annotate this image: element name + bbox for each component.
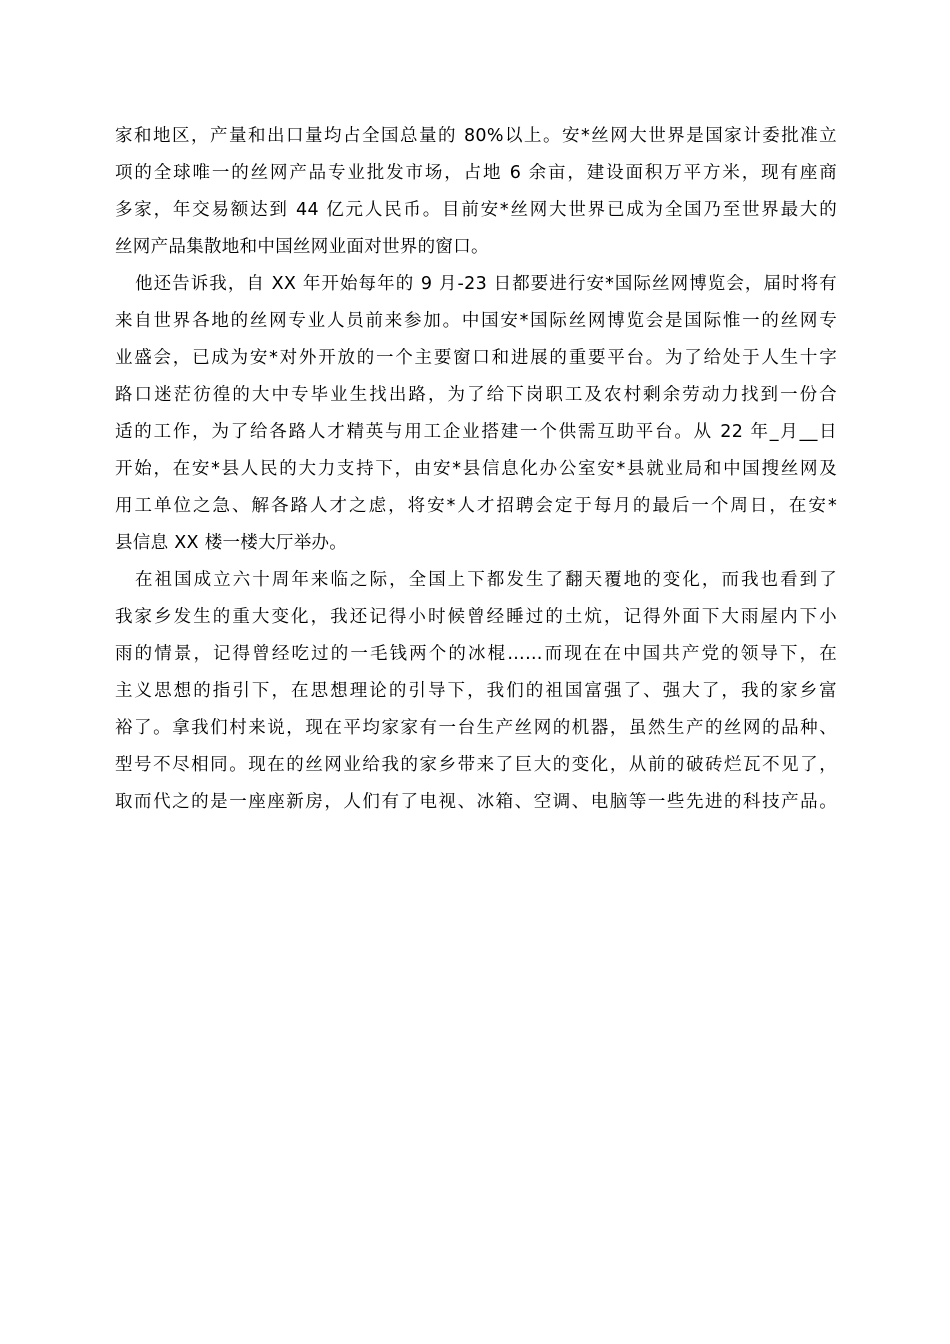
text-line: 取而代之的是一座座新房，人们有了电视、冰箱、空调、电脑等一些先进的科技产品。 bbox=[115, 792, 837, 812]
text-line: 县信息 XX 楼一楼大厅举办。 bbox=[115, 533, 348, 553]
text-line: 我家乡发生的重大变化，我还记得小时候曾经睡过的土炕，记得外面下大雨屋内下小 bbox=[115, 607, 837, 627]
text-line: 项的全球唯一的丝网产品专业批发市场，占地 6 余亩，建设面积万平方米，现有座商 bbox=[115, 163, 837, 183]
text-line: 路口迷茫彷徨的大中专毕业生找出路，为了给下岗职工及农村剩余劳动力找到一份合 bbox=[115, 385, 837, 405]
text-line: 开始，在安*县人民的大力支持下，由安*县信息化办公室安*县就业局和中国搜丝网及 bbox=[115, 459, 837, 479]
text-line: 多家，年交易额达到 44 亿元人民币。目前安*丝网大世界已成为全国乃至世界最大的 bbox=[115, 200, 837, 220]
text-line: 主义思想的指引下，在思想理论的引导下，我们的祖国富强了、强大了，我的家乡富 bbox=[115, 681, 837, 701]
text-line: 业盛会，已成为安*对外开放的一个主要窗口和进展的重要平台。为了给处于人生十字 bbox=[115, 348, 837, 368]
text-line: 丝网产品集散地和中国丝网业面对世界的窗口。 bbox=[115, 237, 489, 257]
text-line: 在祖国成立六十周年来临之际，全国上下都发生了翻天覆地的变化，而我也看到了 bbox=[135, 570, 837, 590]
text-line: 型号不尽相同。现在的丝网业给我的家乡带来了巨大的变化，从前的破砖烂瓦不见了， bbox=[115, 755, 837, 775]
document-body bbox=[115, 118, 837, 821]
text-line: 来自世界各地的丝网专业人员前来参加。中国安*国际丝网博览会是国际惟一的丝网专 bbox=[115, 311, 837, 331]
text-line: 用工单位之急、解各路人才之虑，将安*人才招聘会定于每月的最后一个周日，在安* bbox=[115, 496, 837, 516]
paragraph-1 bbox=[115, 118, 837, 266]
text-line: 家和地区，产量和出口量均占全国总量的 80%以上。安*丝网大世界是国家计委批准立 bbox=[115, 126, 837, 146]
text-line: 雨的情景，记得曾经吃过的一毛钱两个的冰棍……而现在在中国共产党的领导下，在 bbox=[115, 644, 837, 664]
paragraph-2 bbox=[115, 266, 837, 562]
text-line: 裕了。拿我们村来说，现在平均家家有一台生产丝网的机器，虽然生产的丝网的品种、 bbox=[115, 718, 837, 738]
paragraph-3 bbox=[115, 562, 837, 821]
text-line: 他还告诉我，自 XX 年开始每年的 9 月-23 日都要进行安*国际丝网博览会，届时将有 bbox=[135, 274, 837, 294]
text-line: 适的工作，为了给各路人才精英与用工企业搭建一个供需互助平台。从 22 年_月__日 bbox=[115, 422, 837, 442]
